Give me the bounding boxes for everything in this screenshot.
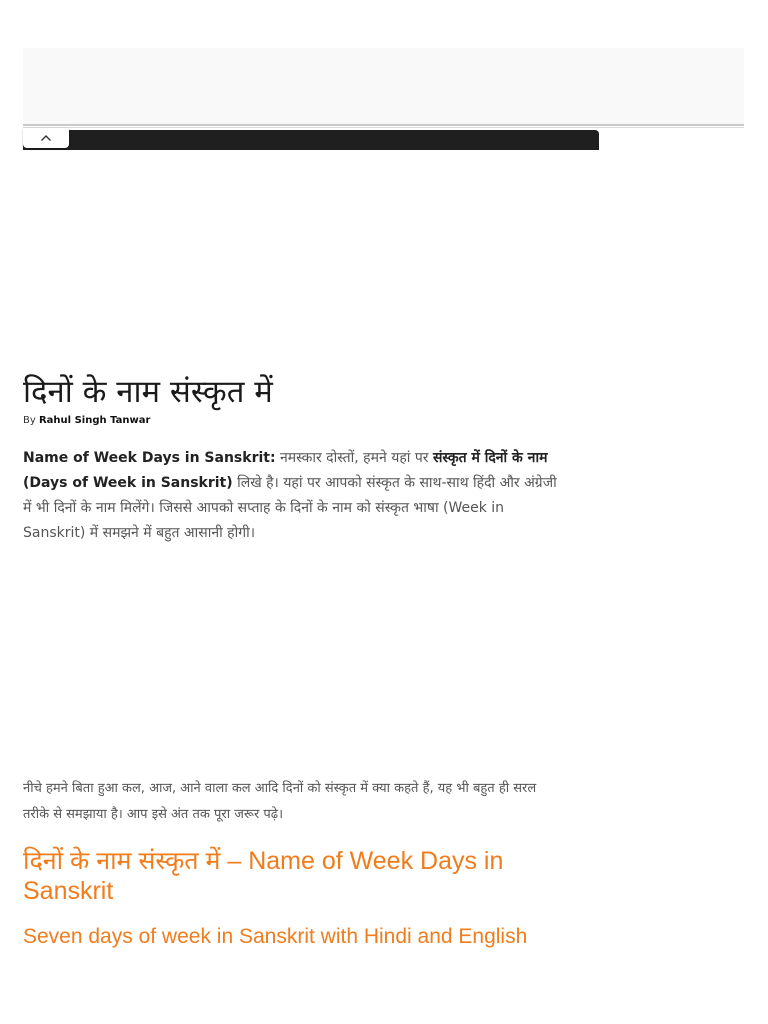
intro-line-2 (23, 471, 601, 496)
intro-text: नमस्कार दोस्तों, हमने यहां पर (275, 450, 433, 466)
section-heading: दिनों के नाम संस्कृत में – Name of Week Days in Sanskrit (23, 847, 504, 905)
article (23, 370, 599, 952)
paragraph-line: नीचे हमने बिता हुआ कल, आज, आने वाला कल आदि दिनों को संस्कृत में क्या कहते हैं, यह भी बहुत ही सरल (23, 781, 537, 796)
page-title: दिनों के नाम संस्कृत में (23, 374, 273, 410)
byline (23, 414, 599, 428)
intro-keyword-hindi: संस्कृत में दिनों के नाम (432, 450, 548, 466)
intro-line-4: Sanskrit) में समझने में बहुत आसानी होगी। (23, 525, 256, 541)
intro-keyword: Name of Week Days in Sanskrit: (23, 450, 276, 466)
second-paragraph (23, 776, 601, 828)
intro-keyword-english: (Days of Week in Sanskrit) (23, 475, 233, 491)
byline-prefix: By (23, 415, 36, 426)
ad-collapse-button[interactable] (23, 128, 69, 148)
subsection-heading: Seven days of week in Sanskrit with Hindi and English (23, 925, 528, 948)
inline-ad-space (23, 546, 599, 776)
intro-line-3: में भी दिनों के नाम मिलेंगे। जिससे आपको सप्ताह के दिनों के नाम को संस्कृत भाषा (Week in (23, 500, 505, 516)
intro-line-1 (23, 446, 601, 471)
intro-text: लिखे है। यहां पर आपको संस्कृत के साथ-साथ हिंदी और अंग्रेजी (232, 475, 557, 491)
ad-divider (23, 127, 744, 128)
paragraph-line: तरीके से समझाया है। आप इसे अंत तक पूरा जरूर पढ़े। (23, 807, 284, 822)
intro-paragraph (23, 446, 601, 546)
sticky-ad-bar[interactable] (23, 130, 599, 150)
chevron-up-icon (40, 134, 52, 142)
author-link[interactable]: Rahul Singh Tanwar (38, 415, 151, 426)
top-ad-banner[interactable] (23, 48, 744, 126)
